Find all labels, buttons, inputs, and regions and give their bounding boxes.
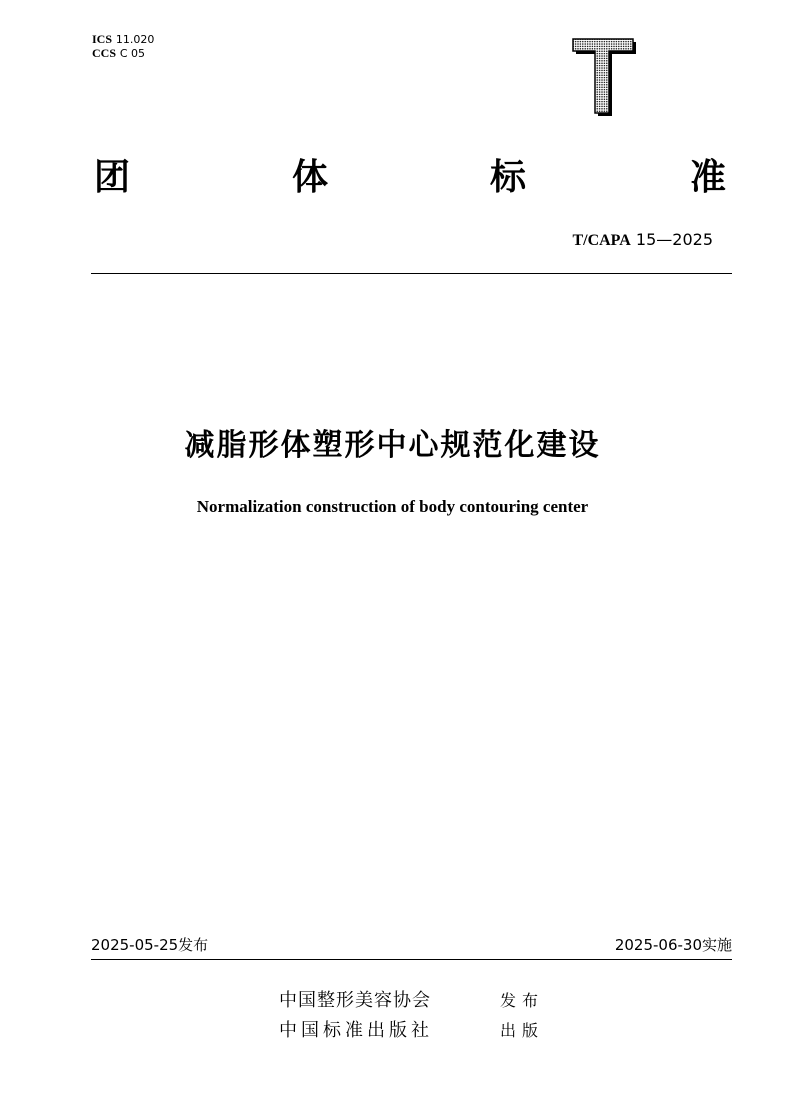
publisher-role: 发布 <box>500 991 545 1010</box>
effective-date: 2025-06-30实施 <box>614 936 732 954</box>
ccs-label: CCS <box>92 46 117 60</box>
publisher-organization: 中国整形美容协会 <box>279 990 431 1011</box>
ics-code <box>92 32 154 47</box>
standard-type-char: 体 <box>292 157 329 198</box>
footer-divider <box>91 959 732 960</box>
standard-number-value: 15—2025 <box>635 230 713 249</box>
group-standard-t-logo-icon <box>572 38 636 116</box>
header-divider <box>91 273 732 274</box>
standard-type-char: 标 <box>490 157 527 198</box>
publish-date: 2025-05-25发布 <box>91 936 209 954</box>
ccs-code <box>92 46 145 61</box>
press-role: 出版 <box>500 1021 545 1040</box>
ccs-value: C 05 <box>119 47 146 60</box>
standard-prefix: T/CAPA <box>572 232 631 249</box>
ics-label: ICS <box>92 32 113 46</box>
ics-value: 11.020 <box>115 33 155 46</box>
standard-type-char: 团 <box>94 157 131 198</box>
document-title-english: Normalization construction of body contouring center <box>196 497 589 516</box>
press-organization: 中国标准出版社 <box>279 1020 433 1041</box>
document-title-chinese: 减脂形体塑形中心规范化建设 <box>184 428 601 463</box>
standard-type-char: 准 <box>690 157 727 198</box>
standard-number <box>572 230 713 251</box>
